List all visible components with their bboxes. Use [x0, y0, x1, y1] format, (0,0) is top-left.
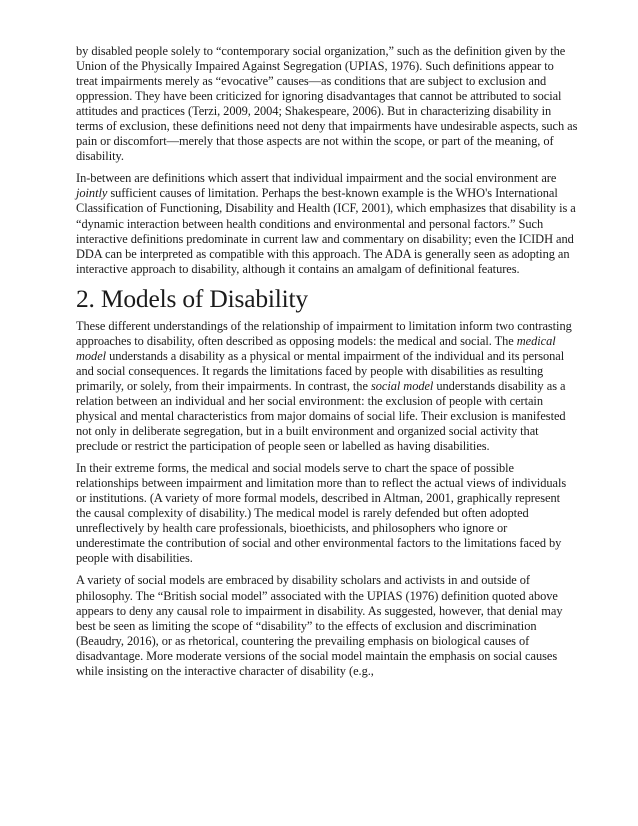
paragraph-3-text-c: understands disability as a relation between an individual and her social environment: the exclusion of people with certain physical and mental characteristics from major domains of social life. Their exclusion is manifested not only in deliberate segregation, but in a built environment and organized social activity that preclude or restrict the participation of people seen or labelled as having disabilities. [76, 378, 566, 454]
paragraph-2 [76, 171, 578, 276]
emphasis-social-model: social model [370, 378, 434, 393]
paragraph-5: A variety of social models are embraced by disability scholars and activists in and outside of philosophy. The “British social model” associated with the UPIAS (1976) definition quoted above appears to deny any causal role to impairment in disability. As suggested, however, that denial may best be seen as limiting the scope of “disability” to the effects of exclusion and discrimination (Beaudry, 2016), or as rhetorical, countering the prevailing emphasis on biological causes of disadvantage. More moderate versions of the social model maintain the emphasis on social causes while insisting on the interactive character of disability (e.g., [76, 573, 563, 678]
paragraph-4: In their extreme forms, the medical and social models serve to chart the space of possible relationships between impairment and limitation more than to reflect the actual views of individuals or institutions. (A variety of more formal models, described in Altman, 2001, graphically represent the causal complexity of disability.) The medical model is rarely defended but often adopted unreflectively by health care professionals, bioethicists, and philosophers who ignore or underestimate the contribution of social and other environmental factors to the limitations faced by people with disabilities. [76, 461, 567, 566]
section-heading: 2. Models of Disability [76, 283, 308, 313]
paragraph-3-text-a: These different understandings of the relationship of impairment to limitation inform two contrasting approaches to disability, often described as opposing models: the medical and social. The [76, 318, 572, 348]
emphasis-jointly: jointly [76, 186, 108, 201]
paragraph-2-text-a: In-between are definitions which assert that individual impairment and the social environment are [76, 171, 557, 186]
paragraph-1: by disabled people solely to “contemporary social organization,” such as the definition given by the Union of the Physically Impaired Against Segregation (UPIAS, 1976). Such definitions appear to treat impairments merely as “evocative” causes—as conditions that are subject to exclusion and oppression. They have been criticized for ignoring disadvantages that cannot be attributed to social attitudes and practices (Terzi, 2009, 2004; Shakespeare, 2006). But in characterizing disability in terms of exclusion, these definitions need not deny that impairments have undesirable aspects, such as pain or discomfort—merely that those aspects are not within the scope, or part of the meaning, of disability. [76, 44, 578, 164]
emphasis-medical-model: medical model [76, 333, 556, 363]
paragraph-3 [76, 319, 578, 454]
paragraph-3-text-b: understands a disability as a physical or mental impairment of the individual and its personal and social consequences. It regards the limitations faced by people with disabilities as resulting primarily, or solely, from their impairments. In contrast, the [76, 348, 565, 393]
paragraph-2-text-b: sufficient causes of limitation. Perhaps the best-known example is the WHO's International Classification of Functioning, Disability and Health (ICF, 2001), which emphasizes that disability is a “dynamic interaction between health conditions and environmental and personal factors.” Such interactive definitions predominate in current law and commentary on disability; even the ICIDH and DDA can be interpreted as compatible with this approach. The ADA is generally seen as adopting an interactive approach to disability, although it contains an amalgam of definitional features. [76, 186, 576, 276]
